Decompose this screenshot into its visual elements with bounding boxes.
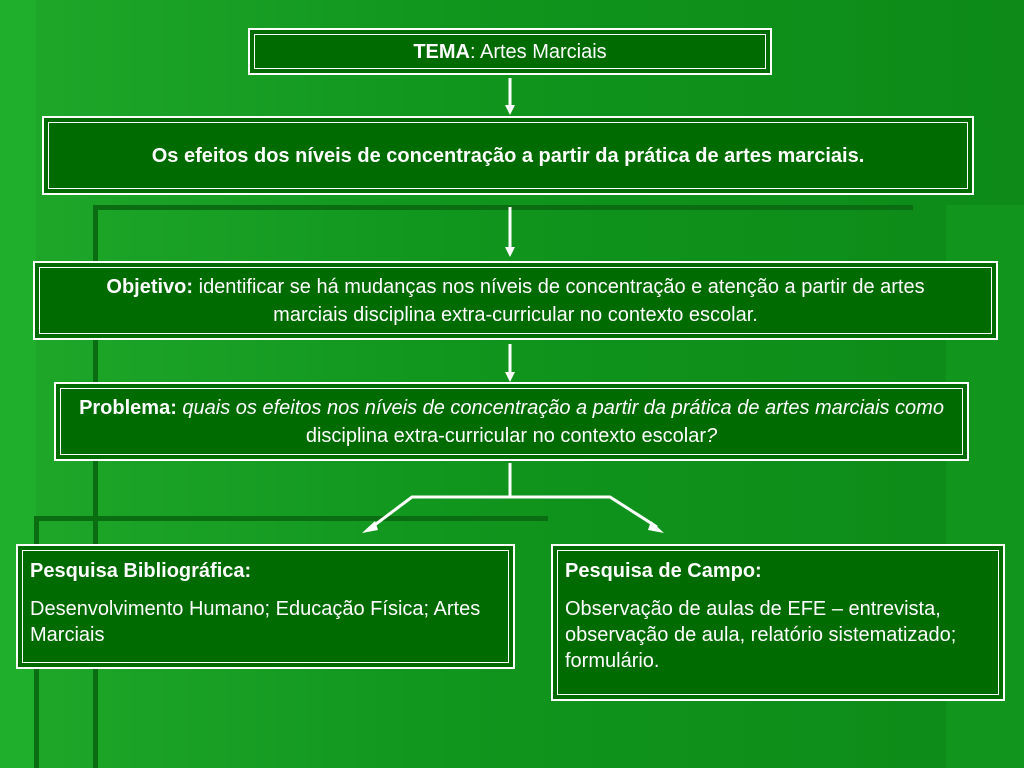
pesquisa-bibliografica-text: Desenvolvimento Humano; Educação Física; Artes Marciais [30, 598, 481, 646]
tema-value: : Artes Marciais [469, 40, 607, 63]
pesquisa-campo-text: Observação de aulas de EFE – entrevista, observação de aula, relatório sistematizado; formulário. [565, 598, 957, 672]
pesquisa-bibliografica-title: Pesquisa Bibliográfica: [30, 560, 252, 582]
problema-end-mark: ? [706, 424, 718, 447]
objetivo-box [33, 261, 998, 340]
arrowhead-right [648, 521, 664, 533]
connector-branch [372, 497, 657, 527]
problema-box [54, 382, 969, 461]
pesquisa-campo-box [551, 544, 1005, 701]
problema-label: Problema: [79, 396, 177, 419]
objetivo-label: Objetivo: [106, 275, 194, 298]
problema-plain-text: disciplina extra-curricular no contexto escolar [305, 424, 707, 447]
pesquisa-bibliografica-box [16, 544, 515, 669]
tema-box [248, 28, 772, 75]
efeitos-box [42, 116, 974, 195]
pesquisa-campo-title: Pesquisa de Campo: [565, 560, 762, 582]
problema-italic-text: quais os efeitos nos níveis de concentração a partir da prática de artes marciais como [176, 396, 944, 419]
objetivo-text: identificar se há mudanças nos níveis de concentração e atenção a partir de artes marciais disciplina extra-curricular no contexto escolar. [193, 275, 925, 326]
tema-label: TEMA [413, 40, 470, 63]
efeitos-text: Os efeitos dos níveis de concentração a partir da prática de artes marciais. [151, 144, 865, 167]
